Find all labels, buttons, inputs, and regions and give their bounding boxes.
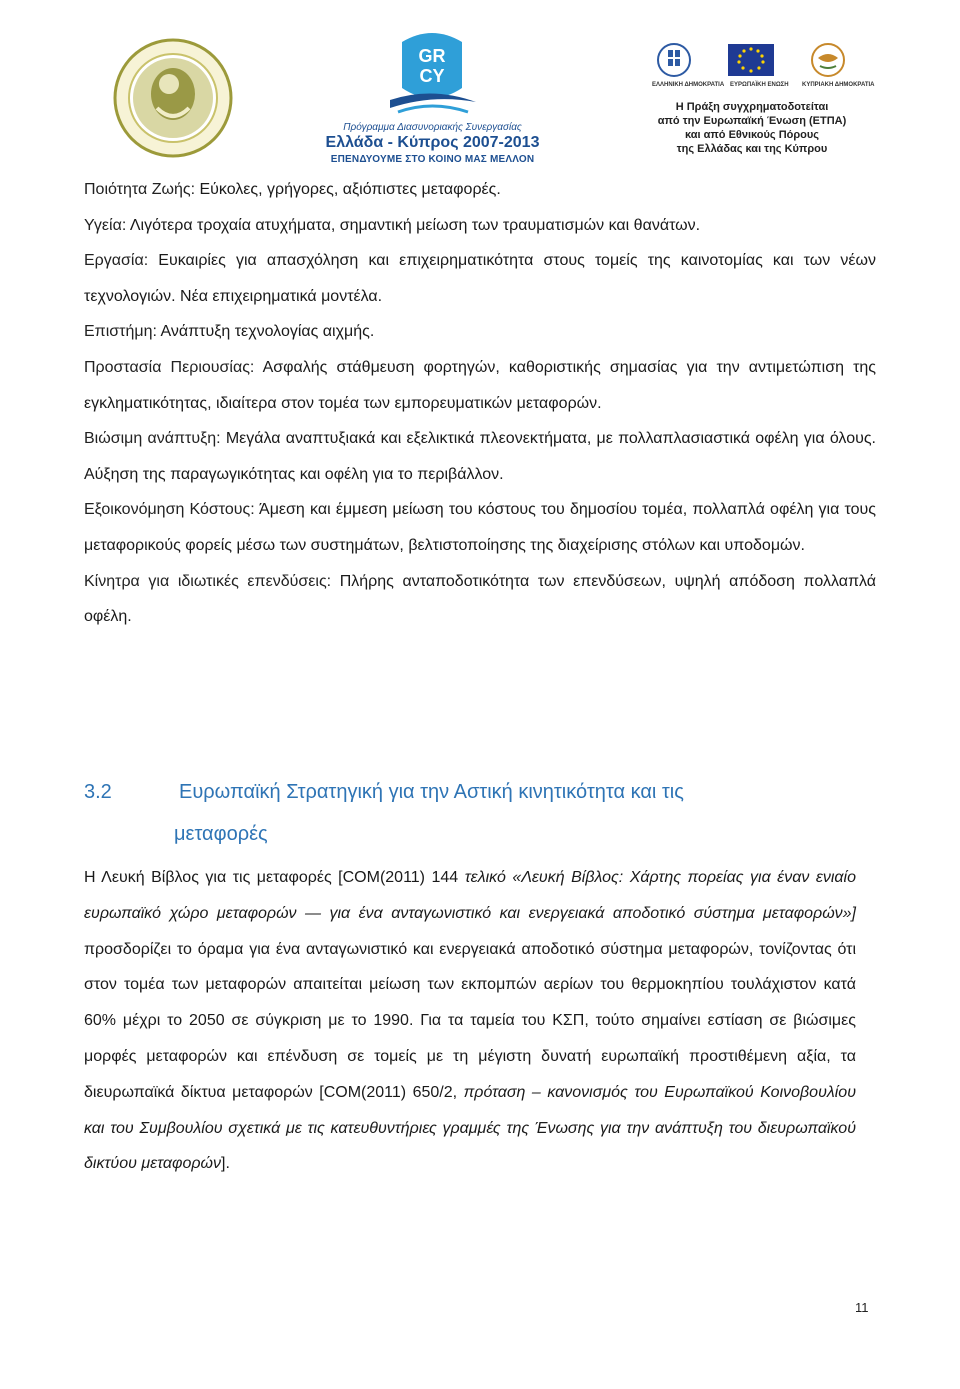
italic-run: τελικό «Λευκή Βίβλος: Χάρτης πορείας για έναν ενιαίο ευρωπαϊκό χώρο μεταφορών — για ένα ανταγωνιστικό και ενεργειακά αποδοτικό σύστημα μεταφορών»]	[84, 869, 856, 922]
paragraph-label: Εργασία:	[84, 252, 149, 270]
paragraph-label: Βιώσιμη ανάπτυξη:	[84, 430, 221, 448]
paragraph-label: Επιστήμη:	[84, 323, 157, 341]
page-header	[0, 0, 960, 175]
coin-logo-icon	[113, 38, 233, 158]
section-title-line-2: μεταφορές	[174, 823, 268, 845]
paragraph-label: Προστασία Περιουσίας:	[84, 358, 255, 376]
interreg-logo	[320, 30, 545, 170]
paragraph-text: Ευκαιρίες για απασχόληση και επιχειρηματικότητα στους τομείς της καινοτομίας και των νέων τεχνολογιών. Νέα επιχειρηματικά μοντέλα.	[84, 252, 876, 305]
paragraph	[84, 492, 876, 563]
paragraph-label: Ποιότητα Ζωής:	[84, 181, 196, 198]
eu-label: ΕΥΡΩΠΑΪΚΗ ΕΝΩΣΗ	[730, 82, 789, 88]
paragraph-text: Πλήρης ανταποδοτικότητα των επενδύσεων, υψηλή απόδοση πολλαπλά οφέλη.	[84, 572, 876, 626]
section-paragraph	[84, 860, 856, 1182]
paragraph	[84, 314, 876, 350]
paragraph	[84, 564, 876, 635]
cyprus-label: ΚΥΠΡΙΑΚΗ ΔΗΜΟΚΡΑΤΙΑ	[802, 82, 875, 88]
paragraph-text: Λιγότερα τροχαία ατυχήματα, σημαντική μείωση των τραυματισμών και θανάτων.	[126, 216, 701, 234]
paragraph	[84, 350, 876, 421]
flags-icon	[652, 40, 852, 82]
paragraph-text: Ανάπτυξη τεχνολογίας αιχμής.	[156, 323, 375, 341]
section-body	[84, 860, 856, 1182]
benefits-list	[84, 172, 876, 635]
paragraph-text: Εύκολες, γρήγορες, αξιόπιστες μεταφορές.	[195, 181, 501, 198]
paragraph	[84, 172, 876, 208]
paragraph-text: Μεγάλα αναπτυξιακά και εξελικτικά πλεονεκτήματα, με πολλαπλασιαστικά οφέλη για όλους. Αύξηση της παραγωγικότητας και οφέλη για το περιβάλλον.	[84, 430, 876, 483]
section-title-line-1: Ευρωπαϊκή Στρατηγική για την Αστική κινητικότητα και τις	[179, 781, 684, 803]
paragraph	[84, 421, 876, 492]
italic-run: πρόταση – κανονισμός του Ευρωπαϊκού Κοινοβουλίου και του Συμβουλίου σχετικά με τις κατευθυντήριες γραμμές της Ένωσης για την ανάπτυξη του διευρωπαϊκού δικτύου μεταφορών	[84, 1083, 856, 1173]
text-run: Η Λευκή Βίβλος για τις μεταφορές [COM(2011) 144	[84, 869, 465, 886]
paragraph-label: Υγεία:	[84, 216, 127, 234]
cofunding-line-4: της Ελλάδας και της Κύπρου	[676, 143, 828, 155]
paragraph-label: Κίνητρα για ιδιωτικές επενδύσεις:	[84, 572, 332, 590]
cofunding-line-2: από την Ευρωπαϊκή Ένωση (ΕΤΠΑ)	[657, 115, 847, 127]
cofunding-line-3: και από Εθνικούς Πόρους	[684, 129, 820, 141]
paragraph-label: Εξοικονόμηση Κόστους:	[84, 501, 255, 519]
programme-label: Πρόγραμμα Διασυνοριακής Συνεργασίας	[343, 122, 522, 133]
text-run: ].	[221, 1155, 230, 1173]
text-run: προσδορίζει το όραμα για ένα ανταγωνιστικό και ενεργειακά αποδοτικό σύστημα μεταφορών, τονίζοντας ότι στον τομέα των μεταφορών απαιτείται μείωση των εκπομπών αερίων του θερμοκηπίου τουλάχιστον κατά 60% μέχρι το 2050 σε σύγκριση με το 1990. Για τα ταμεία του ΚΣΠ, τούτο σημαίνει εστίαση σε βιώσιμες μορφές μεταφορών και επένδυση σε τομείς με τη μέγιστη δυνατή ευρωπαϊκή προστιθέμενη αξία, τα διευρωπαϊκά δίκτυα μεταφορών [COM(2011) 650/2,	[84, 940, 856, 1101]
paragraph-text: Άμεση και έμμεση μείωση του κόστους του δημοσίου τομέα, πολλαπλά οφέλη για τους μεταφορικούς φορείς μέσω των συστημάτων, βελτιστοποίησης της διαχείρισης στόλων και υποδομών.	[84, 501, 876, 554]
programme-title: Ελλάδα - Κύπρος 2007-2013	[325, 134, 540, 151]
paragraph	[84, 208, 876, 244]
cofunding-text	[652, 100, 852, 156]
svg-text:GR: GR	[418, 46, 446, 66]
programme-tagline: ΕΠΕΝΔΥΟΥΜΕ ΣΤΟ ΚΟΙΝΟ ΜΑΣ ΜΕΛΛΟΝ	[330, 154, 535, 165]
section-number: 3.2	[84, 781, 112, 803]
paragraph-text: Ασφαλής στάθμευση φορτηγών, καθοριστικής σημασίας για την αντιμετώπιση της εγκληματικότητας, ιδιαίτερα στον τομέα των εμπορευματικών μεταφορών.	[84, 358, 876, 412]
grcy-badge-icon	[320, 30, 545, 122]
page-number: 11	[855, 1300, 869, 1315]
greece-label: ΕΛΛΗΝΙΚΗ ΔΗΜΟΚΡΑΤΙΑ	[652, 82, 725, 88]
svg-text:CY: CY	[419, 66, 445, 86]
paragraph	[84, 243, 876, 314]
funding-logo	[652, 40, 875, 170]
cofunding-line-1: Η Πράξη συγχρηματοδοτείται	[675, 101, 829, 113]
laiki-logo	[113, 38, 233, 158]
